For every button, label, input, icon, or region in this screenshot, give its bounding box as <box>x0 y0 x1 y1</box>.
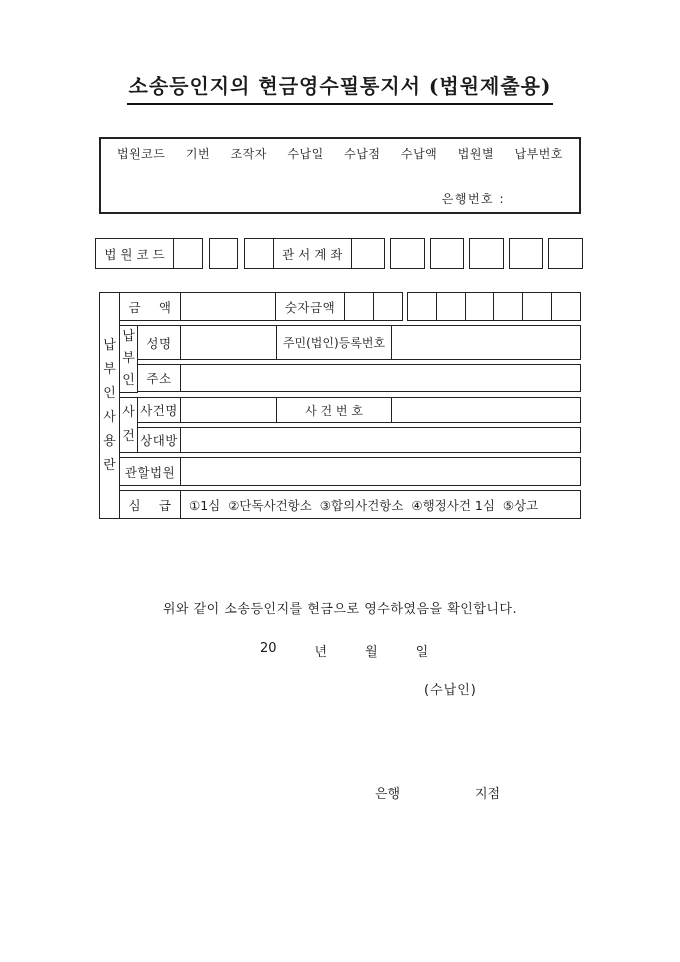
court-code-label: 법 원 코 드 <box>95 238 174 269</box>
reg-number-value-cell <box>391 325 581 360</box>
amount-row <box>119 292 581 321</box>
court-code-cell <box>209 238 239 269</box>
address-row <box>137 364 581 392</box>
payer-group-column <box>119 325 138 393</box>
opponent-value-cell <box>180 427 581 453</box>
header-receipt-amount: 수납액 <box>400 147 438 161</box>
digit-cell <box>465 292 495 321</box>
office-account-cell <box>469 238 504 269</box>
case-group-rows <box>137 397 581 453</box>
office-account-label: 관 서 계 좌 <box>273 238 352 269</box>
name-value-cell <box>180 325 277 360</box>
header-receipt-date: 수납일 <box>287 147 324 161</box>
bank-processing-box <box>99 137 581 214</box>
office-account-cell <box>430 238 465 269</box>
instance-row <box>119 490 581 519</box>
court-code-cell <box>173 238 203 269</box>
opponent-row <box>137 427 581 453</box>
header-payment-no: 납부번호 <box>514 147 563 161</box>
bank-number-label: 은행번호 : <box>441 192 505 206</box>
bank-label: 은행 <box>375 787 401 802</box>
digit-cell <box>407 292 437 321</box>
name-label: 성명 <box>137 325 181 360</box>
payer-group-rows <box>137 325 581 393</box>
office-account-cell <box>351 238 386 269</box>
header-receipt-branch: 수납점 <box>344 147 381 161</box>
address-label: 주소 <box>137 364 181 392</box>
payer-table <box>99 292 581 519</box>
opponent-label: 상대방 <box>137 427 181 453</box>
address-value-cell <box>180 364 581 392</box>
digit-cell <box>522 292 552 321</box>
case-name-label: 사건명 <box>137 397 181 423</box>
amount-value-cell <box>180 292 276 321</box>
digit-cell <box>436 292 466 321</box>
case-group-column <box>119 397 138 453</box>
page-title: 소송등인지의 현금영수필통지서 (법원제출용) <box>127 70 554 105</box>
header-serial-no: 기번 <box>185 147 211 161</box>
payer-table-rows <box>119 292 581 519</box>
name-row <box>137 325 581 360</box>
day-label: 일 <box>415 645 429 660</box>
month-label: 월 <box>365 645 378 660</box>
office-account-cell <box>509 238 544 269</box>
digit-cell <box>493 292 523 321</box>
year-prefix: 20 <box>260 641 277 656</box>
case-name-value-cell <box>180 397 277 423</box>
year-label: 년 <box>314 645 328 660</box>
payer-use-column-label: 납부인사용란 <box>103 337 116 473</box>
case-number-label: 사 건 번 호 <box>276 397 392 423</box>
digit-cell <box>373 292 403 321</box>
court-value-cell <box>180 457 581 486</box>
case-group-label: 사건 <box>122 405 135 444</box>
court-row <box>119 457 581 486</box>
bank-processing-headers <box>101 139 579 162</box>
numeric-amount-label: 숫자금액 <box>275 292 345 321</box>
branch-label: 지점 <box>475 787 501 802</box>
amount-label: 금 액 <box>119 292 181 321</box>
confirmation-text: 위와 같이 소송등인지를 현금으로 영수하였음을 확인합니다. <box>162 602 518 617</box>
header-operator: 조작자 <box>230 147 267 161</box>
payer-group <box>119 325 581 393</box>
court-code-cell <box>244 238 274 269</box>
header-court-code: 법원코드 <box>117 147 166 161</box>
header-court-type: 법원별 <box>457 147 495 161</box>
instance-label: 심 급 <box>119 490 181 519</box>
digit-cell <box>344 292 374 321</box>
code-strip <box>95 238 583 269</box>
numeric-amount-cells <box>345 292 581 321</box>
case-name-row <box>137 397 581 423</box>
court-label: 관할법원 <box>119 457 181 486</box>
document-header <box>0 70 680 105</box>
digit-cell <box>551 292 581 321</box>
case-number-value-cell <box>391 397 581 423</box>
reg-number-label: 주민(법인)등록번호 <box>276 325 392 360</box>
date-line <box>260 641 466 660</box>
office-account-cell <box>548 238 583 269</box>
office-account-cell <box>390 238 425 269</box>
case-group <box>119 397 581 453</box>
receiver-label: (수납인) <box>424 683 477 698</box>
payer-group-label: 납부인 <box>122 329 135 388</box>
instance-options: ①1심 ②단독사건항소 ③합의사건항소 ④행정사건 1심 ⑤상고 <box>180 490 581 519</box>
payer-use-column <box>99 292 120 519</box>
